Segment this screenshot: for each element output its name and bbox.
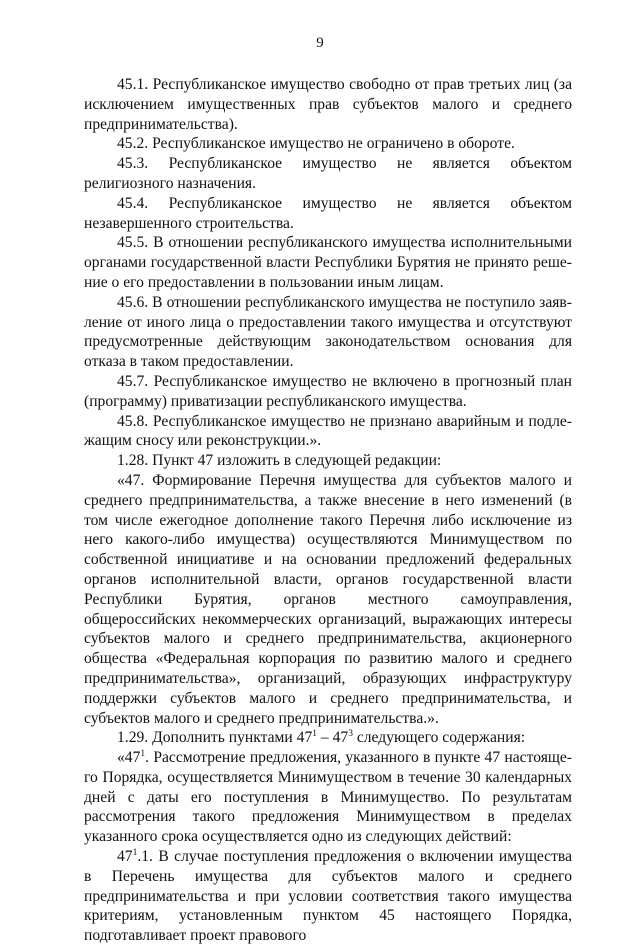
text-run: – 47: [317, 729, 349, 747]
superscript: 1: [132, 848, 138, 859]
text-run: . Рассмотрение предложения, указанного в пункте 47 настоящего Порядка, осуществляется Минимуществом в течение 30 календарных дней с даты его поступления в Минимущество. По результатам рассмотрения такого предложения Минимуществом в пределах указанного срока осуществляется одно из следующих действий:: [84, 749, 572, 846]
text-run: «47. Формирование Перечня имущества для субъектов малого и среднего предпринимательства, а также внесение в него изменений (в том числе ежегодное дополнение такого Перечня либо исключение из него какого-либо имущества) осуществляются Минимуществом по собственной инициативе и на основании предложений федеральных органов исполнительной власти, органов государственной власти Республики Бурятия, органов местного самоуправления, общероссийских некоммерческих организаций, выражающих интересы субъектов малого и среднего предпринимательства, акционерного общества «Федеральная корпорация по развитию малого и среднего предпринимательства», организаций, образующих инфраструктуру поддержки субъектов малого и среднего предпринимательства, и субъектов малого и среднего предпринимательства.».: [84, 471, 572, 727]
text-run: 45.3. Республиканское имущество не является объектом религиозного назначения.: [84, 155, 572, 192]
text-run: следующего содержания:: [352, 729, 526, 747]
text-run: 1.29. Дополнить пунктами 47: [117, 729, 313, 747]
superscript: 3: [348, 729, 353, 740]
text-run: «47: [117, 749, 141, 767]
text-run: 47: [117, 848, 133, 866]
text-run: 45.7. Республиканское имущество не включено в прогнозный план (программу) приватизации республиканского имущества.: [84, 372, 572, 410]
paragraph: [84, 194, 572, 234]
paragraph: [84, 748, 572, 847]
text-run: .1. В случае поступления предложения о включении имущества в Перечень имущества для субъектов малого и среднего предпринимательства и при условии соответствия такого имущества критериям, установленным пунктом 45 настоящего Порядка, подготавливает проект правового: [84, 848, 572, 945]
paragraph: [84, 412, 572, 452]
superscript: 1: [140, 749, 146, 760]
text-run: 45.1. Республиканское имущество свободно от прав третьих лиц (за исключением имущественных прав субъектов малого и среднего предпринимательства).: [84, 76, 572, 133]
text-run: 45.8. Республиканское имущество не признано аварийным и подлежащим сносу или реконструкции.».: [84, 412, 572, 450]
paragraph: [84, 75, 572, 134]
paragraph: [84, 233, 572, 292]
paragraph: [84, 154, 572, 194]
page-number: 9: [316, 35, 324, 51]
text-run: 45.6. В отношении республиканского имущества не поступило заявление от иного лица о предоставлении такого имущества и отсутствуют предусмотренные действующим законодательством основания для отказа в таком предоставлении.: [84, 293, 572, 371]
paragraph: [84, 728, 572, 748]
paragraph: [84, 134, 572, 154]
paragraph: [84, 471, 572, 728]
text-run: 1.28. Пункт 47 изложить в следующей редакции:: [117, 452, 442, 470]
paragraph: [84, 372, 572, 412]
paragraph: [84, 293, 572, 372]
text-run: 45.5. В отношении республиканского имущества исполнительными органами государственной власти Республики Бурятия не принято решение о его предоставлении в пользовании иным лицам.: [84, 234, 572, 291]
text-run: 45.4. Республиканское имущество не является объектом незавершенного строительства.: [84, 194, 572, 232]
document-body: [84, 75, 572, 946]
text-run: 45.2. Республиканское имущество не ограничено в обороте.: [117, 135, 515, 153]
paragraph: [84, 451, 572, 471]
paragraph: [84, 847, 572, 946]
superscript: 1: [312, 729, 317, 740]
